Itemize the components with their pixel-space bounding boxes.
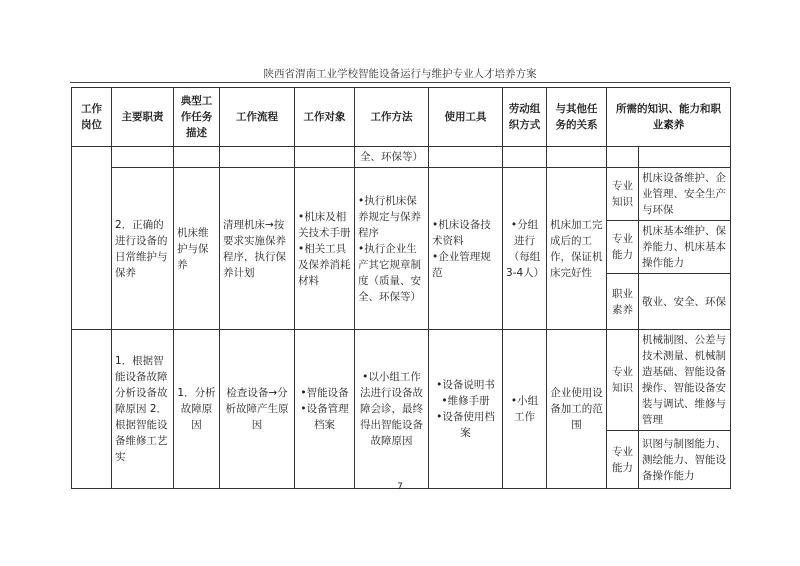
method-item: • 以小组工作法进行设备故障会诊，最终得出智能设备故障原因	[358, 369, 425, 449]
qual-label: 专业能力	[607, 431, 639, 489]
qual-label: 专业能力	[607, 221, 639, 274]
object-item: • 智能设备	[298, 385, 351, 401]
qual-text: 机床设备维护、企业管理、安全生产与环保	[639, 168, 731, 221]
cell-position	[72, 330, 112, 489]
document-header: 陕西省渭南工业学校智能设备运行与维护专业人才培养方案	[263, 68, 537, 80]
cell-tools	[429, 168, 503, 330]
cell-task: 机床维护与保养	[174, 168, 220, 330]
cell-flow: 检查设备→分析故障产生原因	[220, 330, 295, 489]
col-header: 所需的知识、能力和职业素养	[607, 88, 731, 147]
cell-org: • 分组进行（每组3-4人）	[503, 168, 547, 330]
table-header-row	[72, 88, 731, 147]
col-header: 工作流程	[220, 88, 295, 147]
object-item: • 设备管理档案	[298, 401, 351, 433]
table-row	[72, 330, 731, 431]
qual-text: 机械制图、公差与技术测量、机械制造基础、智能设备操作、智能设备安装与调试、维修与管理	[639, 330, 731, 431]
page-number: 7	[397, 482, 403, 492]
cell-objects	[295, 330, 355, 489]
method-item: • 执行机床保养规定与保养程序	[358, 193, 425, 241]
qual-text: 敬业、安全、环保	[639, 274, 731, 330]
col-header: 与其他任务的关系	[547, 88, 607, 147]
method-item: • 执行企业生产其它规章制度（质量、安全、环保等）	[358, 241, 425, 305]
tool-item: • 机床设备技术资料	[432, 217, 499, 249]
cell-duty: 1．根据智能设备故障分析设备故障原因 2．根据智能设备维修工艺实	[112, 330, 174, 489]
header-rule	[70, 82, 730, 83]
cell-tools	[429, 330, 503, 489]
cell-methods	[355, 330, 429, 489]
tool-item: • 设备说明书	[432, 377, 499, 393]
cell-org: • 小组工作	[503, 330, 547, 489]
col-header: 工作岗位	[72, 88, 112, 147]
cell-duty: 2．正确的进行设备的日常维护与保养	[112, 168, 174, 330]
col-header: 典型工作任务描述	[174, 88, 220, 147]
col-header: 使用工具	[429, 88, 503, 147]
cell-method-continued: 全、环保等）	[355, 147, 429, 168]
cell-objects	[295, 168, 355, 330]
qual-label: 职业素养	[607, 274, 639, 330]
qual-label: 专业知识	[607, 330, 639, 431]
tool-item: • 企业管理规范	[432, 249, 499, 281]
tool-item: • 设备使用档案	[432, 409, 499, 441]
cell-task: 1．分析故障原因	[174, 330, 220, 489]
col-header: 工作对象	[295, 88, 355, 147]
qual-label: 专业知识	[607, 168, 639, 221]
cell-relation: 企业使用设备加工的范围	[547, 330, 607, 489]
col-header: 主要职责	[112, 88, 174, 147]
object-item: • 相关工具及保养消耗材料	[298, 241, 351, 289]
cell-position	[72, 147, 112, 330]
cell-relation: 机床加工完成后的工作，保证机床完好性	[547, 168, 607, 330]
qual-text: 识图与制图能力、测绘能力、智能设备操作能力	[639, 431, 731, 489]
qual-text: 机床基本维护、保养能力、机床基本操作能力	[639, 221, 731, 274]
cell-flow: 清理机床→按要求实施保养程序，执行保养计划	[220, 168, 295, 330]
table-row	[72, 168, 731, 221]
col-header: 劳动组织方式	[503, 88, 547, 147]
object-item: • 机床及相关技术手册	[298, 209, 351, 241]
tool-item: • 维修手册	[432, 393, 499, 409]
cell-methods	[355, 168, 429, 330]
col-header: 工作方法	[355, 88, 429, 147]
training-plan-table	[71, 87, 731, 489]
table-row	[72, 147, 731, 168]
